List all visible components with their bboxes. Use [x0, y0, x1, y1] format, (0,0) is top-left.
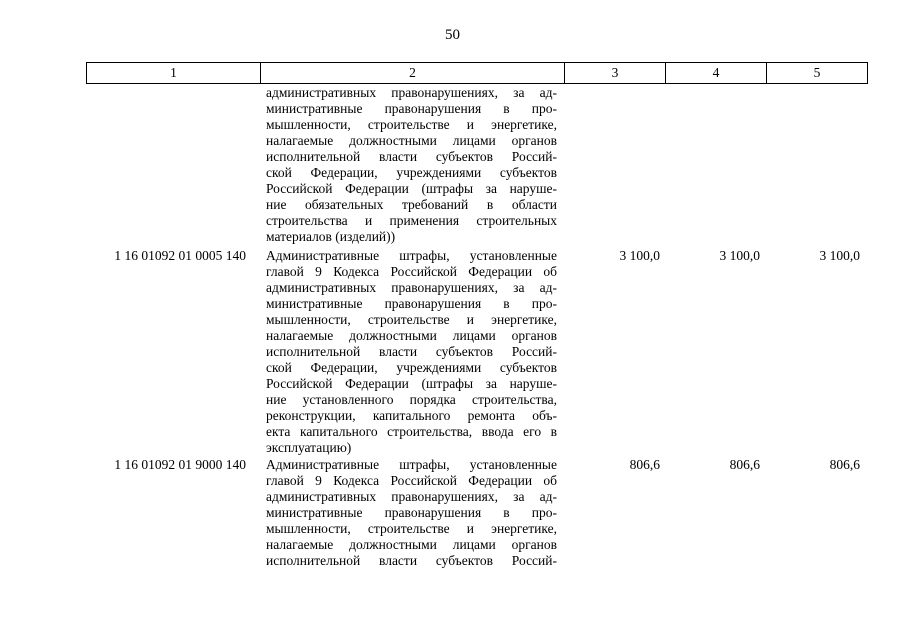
- page-number: 50: [445, 27, 460, 43]
- row-2-code: 1 16 01092 01 9000 140: [114, 457, 246, 472]
- row-0-description: [266, 85, 557, 245]
- desc-line: министративные правонарушения в про-: [266, 101, 557, 116]
- desc-line: министративные правонарушения в про-: [266, 296, 557, 311]
- desc-line: Российской Федерации (штрафы за наруше-: [266, 376, 557, 391]
- desc-line: административных правонарушениях, за ад-: [266, 85, 557, 100]
- desc-line: екта капитального строительства, ввода его в: [266, 424, 557, 439]
- row-1-description: [266, 248, 557, 456]
- desc-line: административных правонарушениях, за ад-: [266, 280, 557, 295]
- header-col-5: 5: [767, 63, 868, 84]
- desc-line: главой 9 Кодекса Российской Федерации об: [266, 264, 557, 279]
- desc-line: налагаемые должностными лицами органов: [266, 537, 557, 552]
- desc-line: мышленности, строительстве и энергетике,: [266, 521, 557, 536]
- desc-line: ние установленного порядка строительства,: [266, 392, 557, 407]
- row-2-col-3: 806,6: [629, 457, 660, 472]
- desc-line: министративные правонарушения в про-: [266, 505, 557, 520]
- desc-line: налагаемые должностными лицами органов: [266, 328, 557, 343]
- desc-line: мышленности, строительстве и энергетике,: [266, 312, 557, 327]
- desc-line: мышленности, строительстве и энергетике,: [266, 117, 557, 132]
- row-1-col-5: 3 100,0: [819, 248, 860, 263]
- header-col-1: 1: [87, 63, 261, 84]
- desc-line: ской Федерации, учреждениями субъектов: [266, 165, 557, 180]
- header-col-4: 4: [666, 63, 767, 84]
- desc-line: реконструкции, капитального ремонта объ-: [266, 408, 557, 423]
- desc-line: строительства и применения строительных: [266, 213, 557, 228]
- row-1-col-4: 3 100,0: [719, 248, 760, 263]
- header-col-2: 2: [261, 63, 565, 84]
- desc-line: главой 9 Кодекса Российской Федерации об: [266, 473, 557, 488]
- desc-line: исполнительной власти субъектов Россий-: [266, 344, 557, 359]
- table-header: [86, 62, 868, 84]
- header-row: [87, 63, 868, 84]
- row-1-col-3: 3 100,0: [619, 248, 660, 263]
- row-2-col-4: 806,6: [729, 457, 760, 472]
- desc-line: исполнительной власти субъектов Россий-: [266, 149, 557, 164]
- desc-line: Российской Федерации (штрафы за наруше-: [266, 181, 557, 196]
- desc-line: ние обязательных требований в области: [266, 197, 557, 212]
- desc-line: материалов (изделий)): [266, 229, 396, 244]
- row-1-code: 1 16 01092 01 0005 140: [114, 248, 246, 263]
- desc-line: ской Федерации, учреждениями субъектов: [266, 360, 557, 375]
- desc-line: налагаемые должностными лицами органов: [266, 133, 557, 148]
- row-2-col-5: 806,6: [829, 457, 860, 472]
- header-col-3: 3: [565, 63, 666, 84]
- desc-line: Административные штрафы, установленные: [266, 248, 557, 263]
- desc-line: Административные штрафы, установленные: [266, 457, 557, 472]
- desc-line: исполнительной власти субъектов Россий-: [266, 553, 557, 568]
- desc-line: эксплуатацию): [266, 440, 352, 455]
- desc-line: административных правонарушениях, за ад-: [266, 489, 557, 504]
- row-2-description: [266, 457, 557, 569]
